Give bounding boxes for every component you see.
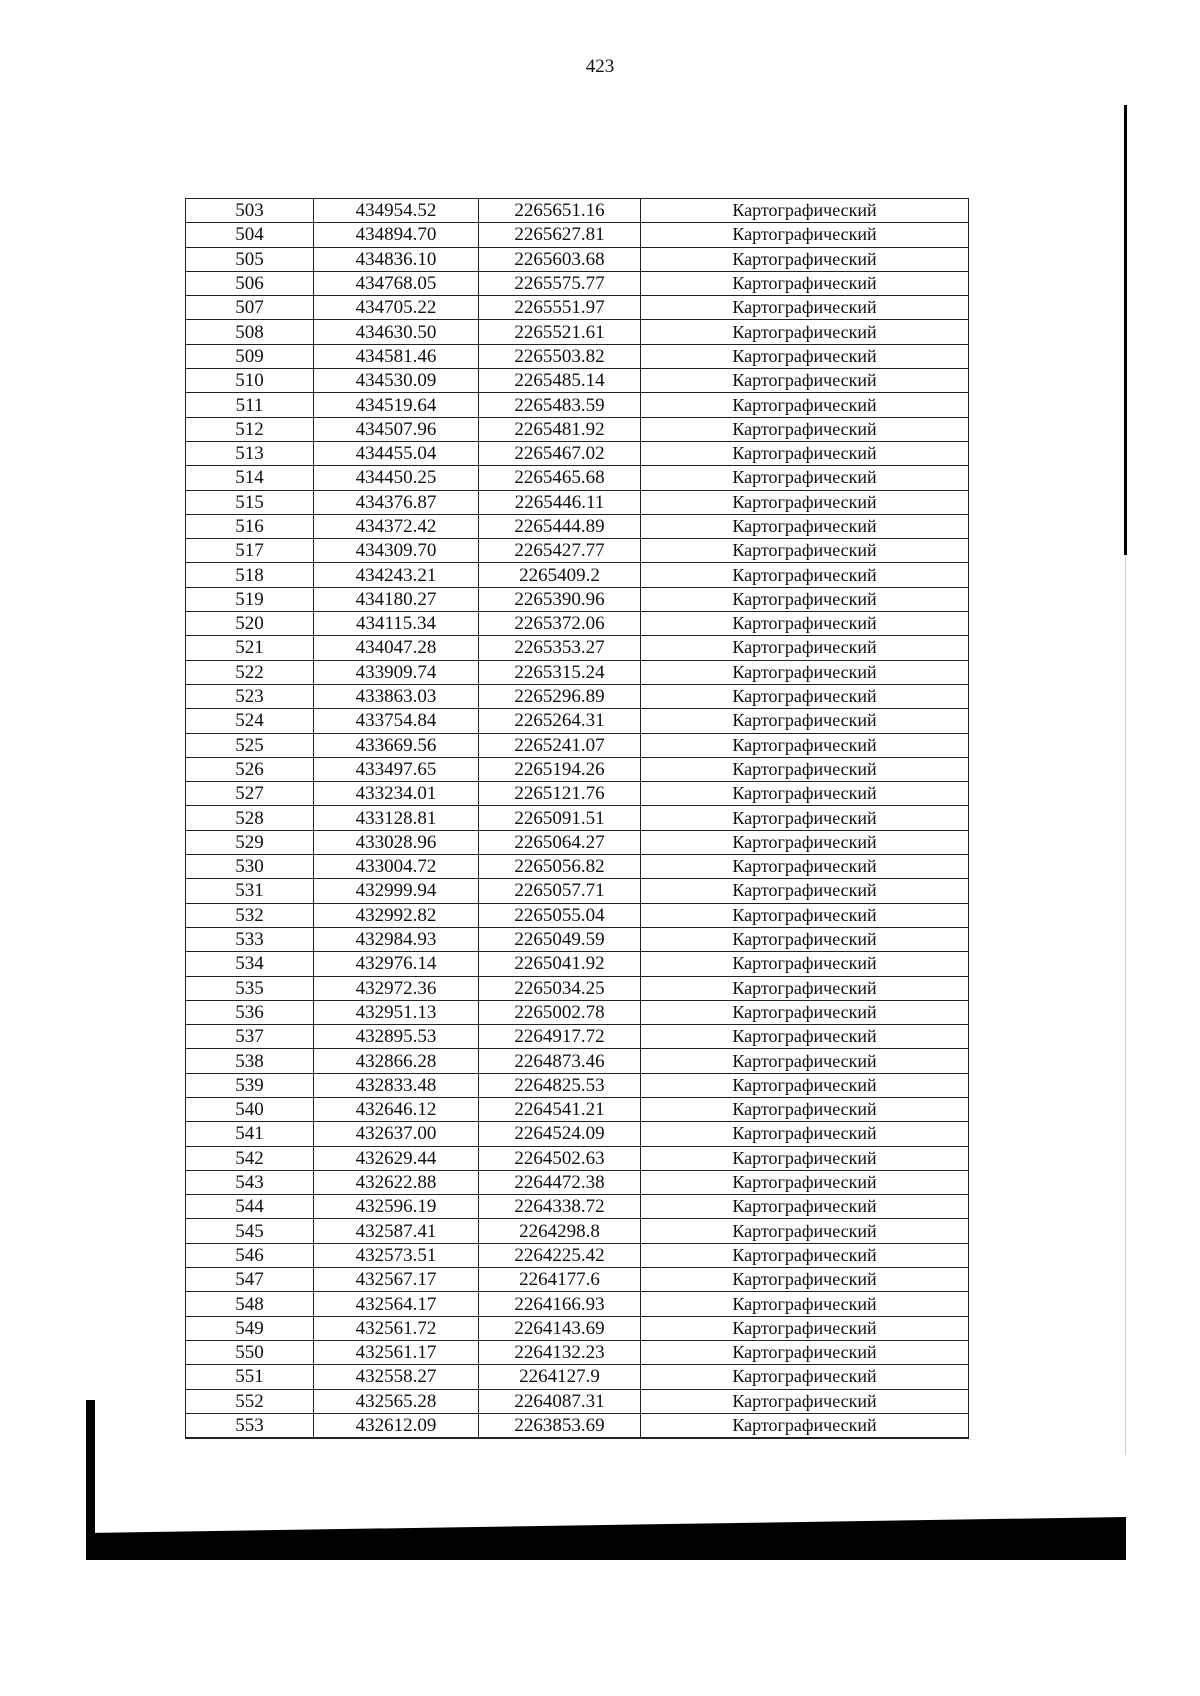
point-number-cell: 506 bbox=[186, 271, 314, 295]
method-cell: Картографический bbox=[641, 1413, 969, 1438]
x-coordinate-cell: 432558.27 bbox=[314, 1365, 479, 1389]
y-coordinate-cell: 2265034.25 bbox=[479, 976, 641, 1000]
table-row bbox=[186, 855, 969, 879]
point-number-cell: 522 bbox=[186, 660, 314, 684]
method-cell: Картографический bbox=[641, 757, 969, 781]
point-number-cell: 532 bbox=[186, 903, 314, 927]
point-number-cell: 545 bbox=[186, 1219, 314, 1243]
x-coordinate-cell: 432596.19 bbox=[314, 1195, 479, 1219]
table-row bbox=[186, 660, 969, 684]
method-cell: Картографический bbox=[641, 903, 969, 927]
point-number-cell: 535 bbox=[186, 976, 314, 1000]
table-row bbox=[186, 927, 969, 951]
x-coordinate-cell: 434450.25 bbox=[314, 466, 479, 490]
method-cell: Картографический bbox=[641, 1268, 969, 1292]
point-number-cell: 546 bbox=[186, 1243, 314, 1267]
method-cell: Картографический bbox=[641, 247, 969, 271]
x-coordinate-cell: 432866.28 bbox=[314, 1049, 479, 1073]
table-row bbox=[186, 247, 969, 271]
method-cell: Картографический bbox=[641, 1025, 969, 1049]
y-coordinate-cell: 2265296.89 bbox=[479, 684, 641, 708]
table-row bbox=[186, 320, 969, 344]
table-row bbox=[186, 1243, 969, 1267]
table-row bbox=[186, 1365, 969, 1389]
table-row bbox=[186, 271, 969, 295]
x-coordinate-cell: 433128.81 bbox=[314, 806, 479, 830]
point-number-cell: 537 bbox=[186, 1025, 314, 1049]
y-coordinate-cell: 2264225.42 bbox=[479, 1243, 641, 1267]
table-row bbox=[186, 1268, 969, 1292]
x-coordinate-cell: 432999.94 bbox=[314, 879, 479, 903]
y-coordinate-cell: 2265091.51 bbox=[479, 806, 641, 830]
point-number-cell: 523 bbox=[186, 684, 314, 708]
point-number-cell: 515 bbox=[186, 490, 314, 514]
point-number-cell: 503 bbox=[186, 199, 314, 223]
point-number-cell: 531 bbox=[186, 879, 314, 903]
x-coordinate-cell: 432951.13 bbox=[314, 1000, 479, 1024]
x-coordinate-cell: 433497.65 bbox=[314, 757, 479, 781]
method-cell: Картографический bbox=[641, 1340, 969, 1364]
method-cell: Картографический bbox=[641, 587, 969, 611]
table-row bbox=[186, 199, 969, 223]
method-cell: Картографический bbox=[641, 514, 969, 538]
table-row bbox=[186, 296, 969, 320]
x-coordinate-cell: 432646.12 bbox=[314, 1097, 479, 1121]
table-row bbox=[186, 587, 969, 611]
method-cell: Картографический bbox=[641, 199, 969, 223]
y-coordinate-cell: 2264502.63 bbox=[479, 1146, 641, 1170]
point-number-cell: 551 bbox=[186, 1365, 314, 1389]
table-row bbox=[186, 976, 969, 1000]
x-coordinate-cell: 434180.27 bbox=[314, 587, 479, 611]
point-number-cell: 536 bbox=[186, 1000, 314, 1024]
method-cell: Картографический bbox=[641, 223, 969, 247]
y-coordinate-cell: 2265372.06 bbox=[479, 612, 641, 636]
table-row bbox=[186, 1195, 969, 1219]
x-coordinate-cell: 432833.48 bbox=[314, 1073, 479, 1097]
method-cell: Картографический bbox=[641, 563, 969, 587]
y-coordinate-cell: 2265603.68 bbox=[479, 247, 641, 271]
y-coordinate-cell: 2265503.82 bbox=[479, 344, 641, 368]
table-row bbox=[186, 344, 969, 368]
table-row bbox=[186, 879, 969, 903]
point-number-cell: 513 bbox=[186, 441, 314, 465]
y-coordinate-cell: 2264127.9 bbox=[479, 1365, 641, 1389]
y-coordinate-cell: 2265390.96 bbox=[479, 587, 641, 611]
x-coordinate-cell: 432612.09 bbox=[314, 1413, 479, 1438]
x-coordinate-cell: 432573.51 bbox=[314, 1243, 479, 1267]
scan-edge-line-faint bbox=[1125, 555, 1126, 1455]
method-cell: Картографический bbox=[641, 1243, 969, 1267]
point-number-cell: 534 bbox=[186, 952, 314, 976]
x-coordinate-cell: 434954.52 bbox=[314, 199, 479, 223]
y-coordinate-cell: 2265444.89 bbox=[479, 514, 641, 538]
x-coordinate-cell: 432622.88 bbox=[314, 1170, 479, 1194]
point-number-cell: 521 bbox=[186, 636, 314, 660]
x-coordinate-cell: 432587.41 bbox=[314, 1219, 479, 1243]
method-cell: Картографический bbox=[641, 466, 969, 490]
method-cell: Картографический bbox=[641, 296, 969, 320]
table-row bbox=[186, 1122, 969, 1146]
table-row bbox=[186, 490, 969, 514]
y-coordinate-cell: 2265483.59 bbox=[479, 393, 641, 417]
method-cell: Картографический bbox=[641, 636, 969, 660]
method-cell: Картографический bbox=[641, 709, 969, 733]
x-coordinate-cell: 432984.93 bbox=[314, 927, 479, 951]
table-row bbox=[186, 684, 969, 708]
method-cell: Картографический bbox=[641, 1292, 969, 1316]
method-cell: Картографический bbox=[641, 806, 969, 830]
point-number-cell: 543 bbox=[186, 1170, 314, 1194]
table-row bbox=[186, 1146, 969, 1170]
point-number-cell: 529 bbox=[186, 830, 314, 854]
table-row bbox=[186, 369, 969, 393]
y-coordinate-cell: 2265446.11 bbox=[479, 490, 641, 514]
table-row bbox=[186, 223, 969, 247]
method-cell: Картографический bbox=[641, 1097, 969, 1121]
y-coordinate-cell: 2264472.38 bbox=[479, 1170, 641, 1194]
table-row bbox=[186, 1073, 969, 1097]
x-coordinate-cell: 432976.14 bbox=[314, 952, 479, 976]
y-coordinate-cell: 2265627.81 bbox=[479, 223, 641, 247]
table-row bbox=[186, 1219, 969, 1243]
point-number-cell: 542 bbox=[186, 1146, 314, 1170]
point-number-cell: 528 bbox=[186, 806, 314, 830]
method-cell: Картографический bbox=[641, 830, 969, 854]
x-coordinate-cell: 434581.46 bbox=[314, 344, 479, 368]
x-coordinate-cell: 433863.03 bbox=[314, 684, 479, 708]
x-coordinate-cell: 432565.28 bbox=[314, 1389, 479, 1413]
point-number-cell: 527 bbox=[186, 782, 314, 806]
method-cell: Картографический bbox=[641, 1170, 969, 1194]
point-number-cell: 517 bbox=[186, 539, 314, 563]
y-coordinate-cell: 2265315.24 bbox=[479, 660, 641, 684]
method-cell: Картографический bbox=[641, 952, 969, 976]
method-cell: Картографический bbox=[641, 782, 969, 806]
x-coordinate-cell: 432992.82 bbox=[314, 903, 479, 927]
table-row bbox=[186, 563, 969, 587]
point-number-cell: 549 bbox=[186, 1316, 314, 1340]
x-coordinate-cell: 434047.28 bbox=[314, 636, 479, 660]
y-coordinate-cell: 2264143.69 bbox=[479, 1316, 641, 1340]
method-cell: Картографический bbox=[641, 1219, 969, 1243]
x-coordinate-cell: 434530.09 bbox=[314, 369, 479, 393]
y-coordinate-cell: 2263853.69 bbox=[479, 1413, 641, 1438]
y-coordinate-cell: 2264177.6 bbox=[479, 1268, 641, 1292]
table-row bbox=[186, 782, 969, 806]
method-cell: Картографический bbox=[641, 417, 969, 441]
x-coordinate-cell: 432972.36 bbox=[314, 976, 479, 1000]
x-coordinate-cell: 434243.21 bbox=[314, 563, 479, 587]
point-number-cell: 530 bbox=[186, 855, 314, 879]
method-cell: Картографический bbox=[641, 344, 969, 368]
table-row bbox=[186, 1170, 969, 1194]
point-number-cell: 510 bbox=[186, 369, 314, 393]
y-coordinate-cell: 2264873.46 bbox=[479, 1049, 641, 1073]
table-row bbox=[186, 1000, 969, 1024]
point-number-cell: 547 bbox=[186, 1268, 314, 1292]
table-row bbox=[186, 539, 969, 563]
method-cell: Картографический bbox=[641, 1073, 969, 1097]
method-cell: Картографический bbox=[641, 660, 969, 684]
point-number-cell: 524 bbox=[186, 709, 314, 733]
y-coordinate-cell: 2265551.97 bbox=[479, 296, 641, 320]
table-row bbox=[186, 830, 969, 854]
table-row bbox=[186, 1340, 969, 1364]
point-number-cell: 553 bbox=[186, 1413, 314, 1438]
x-coordinate-cell: 433669.56 bbox=[314, 733, 479, 757]
point-number-cell: 509 bbox=[186, 344, 314, 368]
x-coordinate-cell: 434372.42 bbox=[314, 514, 479, 538]
method-cell: Картографический bbox=[641, 1365, 969, 1389]
table-row bbox=[186, 1097, 969, 1121]
table-row bbox=[186, 1316, 969, 1340]
point-number-cell: 520 bbox=[186, 612, 314, 636]
y-coordinate-cell: 2264825.53 bbox=[479, 1073, 641, 1097]
table-row bbox=[186, 952, 969, 976]
method-cell: Картографический bbox=[641, 1146, 969, 1170]
table-row bbox=[186, 1413, 969, 1438]
coordinates-table-body bbox=[186, 199, 969, 1439]
x-coordinate-cell: 434894.70 bbox=[314, 223, 479, 247]
point-number-cell: 526 bbox=[186, 757, 314, 781]
point-number-cell: 552 bbox=[186, 1389, 314, 1413]
y-coordinate-cell: 2265055.04 bbox=[479, 903, 641, 927]
method-cell: Картографический bbox=[641, 1389, 969, 1413]
table-row bbox=[186, 417, 969, 441]
method-cell: Картографический bbox=[641, 539, 969, 563]
y-coordinate-cell: 2265049.59 bbox=[479, 927, 641, 951]
scan-edge-line bbox=[1124, 105, 1127, 555]
x-coordinate-cell: 432561.72 bbox=[314, 1316, 479, 1340]
y-coordinate-cell: 2265485.14 bbox=[479, 369, 641, 393]
point-number-cell: 548 bbox=[186, 1292, 314, 1316]
y-coordinate-cell: 2264917.72 bbox=[479, 1025, 641, 1049]
method-cell: Картографический bbox=[641, 927, 969, 951]
method-cell: Картографический bbox=[641, 1122, 969, 1146]
point-number-cell: 512 bbox=[186, 417, 314, 441]
x-coordinate-cell: 434768.05 bbox=[314, 271, 479, 295]
point-number-cell: 508 bbox=[186, 320, 314, 344]
y-coordinate-cell: 2265041.92 bbox=[479, 952, 641, 976]
y-coordinate-cell: 2265409.2 bbox=[479, 563, 641, 587]
table-row bbox=[186, 636, 969, 660]
method-cell: Картографический bbox=[641, 1049, 969, 1073]
table-row bbox=[186, 441, 969, 465]
scan-border-bottom bbox=[86, 1535, 1126, 1560]
y-coordinate-cell: 2265465.68 bbox=[479, 466, 641, 490]
y-coordinate-cell: 2265241.07 bbox=[479, 733, 641, 757]
point-number-cell: 539 bbox=[186, 1073, 314, 1097]
scan-border-left bbox=[86, 1400, 95, 1550]
x-coordinate-cell: 434705.22 bbox=[314, 296, 479, 320]
point-number-cell: 550 bbox=[186, 1340, 314, 1364]
y-coordinate-cell: 2265121.76 bbox=[479, 782, 641, 806]
point-number-cell: 511 bbox=[186, 393, 314, 417]
x-coordinate-cell: 434519.64 bbox=[314, 393, 479, 417]
y-coordinate-cell: 2265481.92 bbox=[479, 417, 641, 441]
method-cell: Картографический bbox=[641, 855, 969, 879]
point-number-cell: 538 bbox=[186, 1049, 314, 1073]
table-row bbox=[186, 393, 969, 417]
table-row bbox=[186, 733, 969, 757]
method-cell: Картографический bbox=[641, 490, 969, 514]
x-coordinate-cell: 433909.74 bbox=[314, 660, 479, 684]
method-cell: Картографический bbox=[641, 976, 969, 1000]
point-number-cell: 507 bbox=[186, 296, 314, 320]
y-coordinate-cell: 2264541.21 bbox=[479, 1097, 641, 1121]
method-cell: Картографический bbox=[641, 441, 969, 465]
page-number: 423 bbox=[585, 56, 615, 77]
table-row bbox=[186, 903, 969, 927]
y-coordinate-cell: 2264087.31 bbox=[479, 1389, 641, 1413]
y-coordinate-cell: 2264132.23 bbox=[479, 1340, 641, 1364]
y-coordinate-cell: 2265521.61 bbox=[479, 320, 641, 344]
x-coordinate-cell: 433004.72 bbox=[314, 855, 479, 879]
point-number-cell: 540 bbox=[186, 1097, 314, 1121]
x-coordinate-cell: 432564.17 bbox=[314, 1292, 479, 1316]
x-coordinate-cell: 432629.44 bbox=[314, 1146, 479, 1170]
y-coordinate-cell: 2265264.31 bbox=[479, 709, 641, 733]
method-cell: Картографический bbox=[641, 733, 969, 757]
scan-border-wedge bbox=[95, 1517, 1126, 1535]
y-coordinate-cell: 2264338.72 bbox=[479, 1195, 641, 1219]
y-coordinate-cell: 2265427.77 bbox=[479, 539, 641, 563]
table-row bbox=[186, 757, 969, 781]
x-coordinate-cell: 432637.00 bbox=[314, 1122, 479, 1146]
point-number-cell: 514 bbox=[186, 466, 314, 490]
table-row bbox=[186, 612, 969, 636]
x-coordinate-cell: 434507.96 bbox=[314, 417, 479, 441]
y-coordinate-cell: 2265353.27 bbox=[479, 636, 641, 660]
y-coordinate-cell: 2264298.8 bbox=[479, 1219, 641, 1243]
y-coordinate-cell: 2264166.93 bbox=[479, 1292, 641, 1316]
point-number-cell: 505 bbox=[186, 247, 314, 271]
y-coordinate-cell: 2265467.02 bbox=[479, 441, 641, 465]
y-coordinate-cell: 2265057.71 bbox=[479, 879, 641, 903]
point-number-cell: 504 bbox=[186, 223, 314, 247]
point-number-cell: 533 bbox=[186, 927, 314, 951]
y-coordinate-cell: 2265064.27 bbox=[479, 830, 641, 854]
table-row bbox=[186, 514, 969, 538]
x-coordinate-cell: 434836.10 bbox=[314, 247, 479, 271]
x-coordinate-cell: 434630.50 bbox=[314, 320, 479, 344]
x-coordinate-cell: 434309.70 bbox=[314, 539, 479, 563]
method-cell: Картографический bbox=[641, 612, 969, 636]
method-cell: Картографический bbox=[641, 393, 969, 417]
point-number-cell: 544 bbox=[186, 1195, 314, 1219]
table-row bbox=[186, 709, 969, 733]
method-cell: Картографический bbox=[641, 684, 969, 708]
x-coordinate-cell: 434376.87 bbox=[314, 490, 479, 514]
coordinates-table bbox=[185, 198, 969, 1439]
method-cell: Картографический bbox=[641, 879, 969, 903]
y-coordinate-cell: 2265575.77 bbox=[479, 271, 641, 295]
y-coordinate-cell: 2265002.78 bbox=[479, 1000, 641, 1024]
table-row bbox=[186, 1389, 969, 1413]
x-coordinate-cell: 433234.01 bbox=[314, 782, 479, 806]
x-coordinate-cell: 432895.53 bbox=[314, 1025, 479, 1049]
table-row bbox=[186, 806, 969, 830]
method-cell: Картографический bbox=[641, 1316, 969, 1340]
point-number-cell: 519 bbox=[186, 587, 314, 611]
y-coordinate-cell: 2264524.09 bbox=[479, 1122, 641, 1146]
x-coordinate-cell: 434115.34 bbox=[314, 612, 479, 636]
method-cell: Картографический bbox=[641, 1000, 969, 1024]
table-row bbox=[186, 1292, 969, 1316]
x-coordinate-cell: 432561.17 bbox=[314, 1340, 479, 1364]
method-cell: Картографический bbox=[641, 271, 969, 295]
table-row bbox=[186, 1025, 969, 1049]
point-number-cell: 518 bbox=[186, 563, 314, 587]
x-coordinate-cell: 433028.96 bbox=[314, 830, 479, 854]
y-coordinate-cell: 2265651.16 bbox=[479, 199, 641, 223]
x-coordinate-cell: 434455.04 bbox=[314, 441, 479, 465]
method-cell: Картографический bbox=[641, 320, 969, 344]
x-coordinate-cell: 432567.17 bbox=[314, 1268, 479, 1292]
x-coordinate-cell: 433754.84 bbox=[314, 709, 479, 733]
point-number-cell: 525 bbox=[186, 733, 314, 757]
point-number-cell: 516 bbox=[186, 514, 314, 538]
table-row bbox=[186, 466, 969, 490]
method-cell: Картографический bbox=[641, 1195, 969, 1219]
y-coordinate-cell: 2265056.82 bbox=[479, 855, 641, 879]
table-row bbox=[186, 1049, 969, 1073]
point-number-cell: 541 bbox=[186, 1122, 314, 1146]
method-cell: Картографический bbox=[641, 369, 969, 393]
y-coordinate-cell: 2265194.26 bbox=[479, 757, 641, 781]
